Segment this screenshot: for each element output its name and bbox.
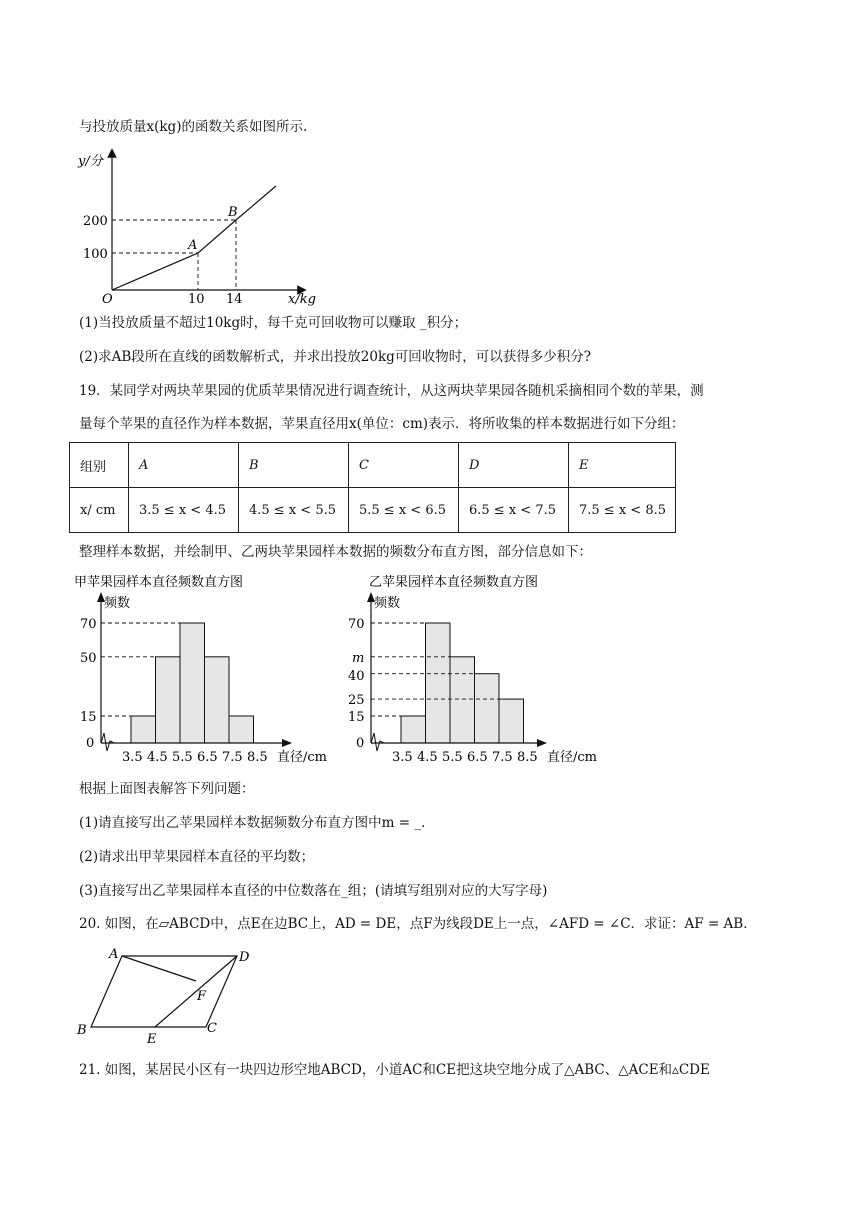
hist-jia-xtick: 7.5 xyxy=(222,750,243,765)
fig1-point-a: A xyxy=(188,238,198,253)
hist-jia-bar xyxy=(131,716,156,743)
hist-jia-xlabel: 直径/cm xyxy=(277,750,327,765)
fig1-x-label: x/kg xyxy=(288,292,316,307)
hist-jia-ytick: 70 xyxy=(80,617,97,632)
table-cell: 6.5 ≤ x < 7.5 xyxy=(459,488,569,533)
group-table-header-row xyxy=(70,443,676,488)
hist-yi-ytick: m xyxy=(352,651,365,666)
hist-jia-title: 甲苹果园样本直径频数直方图 xyxy=(74,575,244,590)
hist-yi-bar xyxy=(450,657,475,743)
fig1-graph xyxy=(70,143,330,308)
fig20-label-b: B xyxy=(77,1023,87,1038)
hist-yi-bar xyxy=(401,716,426,743)
hist-yi-ylabel: 频数 xyxy=(374,596,401,611)
hist-jia-ylabel: 频数 xyxy=(104,596,131,611)
hist-yi-bar xyxy=(475,674,500,743)
fig1-y-label: y/分 xyxy=(78,154,103,169)
hist-yi-xtick: 4.5 xyxy=(417,750,438,765)
hist-jia-ytick: 0 xyxy=(86,736,95,751)
hist-jia-xtick: 6.5 xyxy=(197,750,218,765)
hist-jia-bar xyxy=(205,657,230,743)
group-table-value-row xyxy=(70,488,676,533)
fig1-y-tick-100: 100 xyxy=(83,247,108,262)
q19-line3: 整理样本数据，并绘制甲、乙两块苹果园样本数据的频数分布直方图，部分信息如下： xyxy=(79,544,592,560)
hist-yi-xtick: 3.5 xyxy=(392,750,413,765)
hist-jia-ytick: 15 xyxy=(80,710,97,725)
table-cell: E xyxy=(569,443,676,488)
q19-part3: (3)直接写出乙苹果园样本直径的中位数落在_组；(请填写组别对应的大写字母) xyxy=(79,883,548,899)
q18-part1: (1)当投放质量不超过10kg时，每千克可回收物可以赚取 _积分； xyxy=(79,315,468,331)
q19-line2: 量每个苹果的直径作为样本数据，苹果直径用x(单位：cm)表示．将所收集的样本数据进行如下分组： xyxy=(79,416,685,432)
table-cell: D xyxy=(459,443,569,488)
intro-line: 与投放质量x(kg)的函数关系如图所示. xyxy=(79,119,308,135)
hist-jia-bar xyxy=(229,716,254,743)
fig1-point-b: B xyxy=(228,205,238,220)
hist-yi-xtick: 5.5 xyxy=(442,750,463,765)
table-cell: 5.5 ≤ x < 6.5 xyxy=(349,488,459,533)
segment-af xyxy=(122,956,196,981)
table-cell: 7.5 ≤ x < 8.5 xyxy=(569,488,676,533)
q21-text: 21. 如图，某居民小区有一块四边形空地ABCD，小道AC和CE把这块空地分成了△ABC、△ACE和▵CDE xyxy=(79,1062,710,1078)
hist-yi-ytick: 40 xyxy=(348,669,365,684)
hist-yi-xtick: 7.5 xyxy=(492,750,513,765)
hist-yi-xtick: 8.5 xyxy=(517,750,538,765)
hist-jia-xtick: 3.5 xyxy=(122,750,143,765)
table-cell: 组别 xyxy=(70,443,129,488)
q18-part2: (2)求AB段所在直线的函数解析式，并求出投放20kg可回收物时，可以获得多少积分? xyxy=(79,349,592,365)
parallelogram-abcd xyxy=(91,956,237,1027)
fig1-y-tick-200: 200 xyxy=(83,214,108,229)
fig20-label-f: F xyxy=(197,989,207,1004)
hist-jia-bar xyxy=(156,657,181,743)
table-cell: 4.5 ≤ x < 5.5 xyxy=(239,488,349,533)
table-cell: B xyxy=(239,443,349,488)
q19-line1: 19．某同学对两块苹果园的优质苹果情况进行调查统计，从这两块苹果园各随机采摘相同个数的苹果，测 xyxy=(79,383,704,399)
table-cell: 3.5 ≤ x < 4.5 xyxy=(129,488,239,533)
hist-yi-title: 乙苹果园样本直径频数直方图 xyxy=(369,575,539,590)
fig1-x-tick-10: 10 xyxy=(188,292,205,307)
hist-jia-bar xyxy=(180,623,205,743)
fig1-x-tick-14: 14 xyxy=(226,292,243,307)
fig1-origin: O xyxy=(102,292,113,307)
hist-yi-bar xyxy=(426,623,451,743)
fig20-label-c: C xyxy=(207,1021,217,1036)
histogram-yi xyxy=(340,570,610,770)
hist-yi-ytick: 70 xyxy=(348,617,365,632)
hist-jia-ytick: 50 xyxy=(80,651,97,666)
fig20-label-e: E xyxy=(147,1032,157,1044)
group-table xyxy=(69,442,676,533)
hist-jia-xtick: 8.5 xyxy=(247,750,268,765)
histogram-jia xyxy=(70,570,340,770)
q19-line4: 根据上面图表解答下列问题： xyxy=(79,781,255,797)
hist-yi-ytick: 0 xyxy=(356,736,365,751)
hist-yi-bar xyxy=(499,699,524,743)
hist-yi-ytick: 15 xyxy=(348,710,365,725)
fig20-label-a: A xyxy=(109,947,119,962)
table-cell: C xyxy=(349,443,459,488)
table-cell: x/ cm xyxy=(70,488,129,533)
hist-yi-xtick: 6.5 xyxy=(467,750,488,765)
q19-part1: (1)请直接写出乙苹果园样本数据频数分布直方图中m = _. xyxy=(79,815,426,831)
q20-text: 20. 如图，在▱ABCD中，点E在边BC上，AD = DE，点F为线段DE上一点，∠AFD = ∠C．求证：AF = AB． xyxy=(79,916,757,932)
fig20-parallelogram xyxy=(75,942,265,1044)
hist-jia-xtick: 4.5 xyxy=(147,750,168,765)
hist-yi-xlabel: 直径/cm xyxy=(547,750,597,765)
table-cell: A xyxy=(129,443,239,488)
hist-yi-ytick: 25 xyxy=(348,693,365,708)
fig20-label-d: D xyxy=(239,950,250,965)
segment-de xyxy=(155,956,237,1027)
hist-jia-xtick: 5.5 xyxy=(172,750,193,765)
q19-part2: (2)请求出甲苹果园样本直径的平均数； xyxy=(79,849,315,865)
